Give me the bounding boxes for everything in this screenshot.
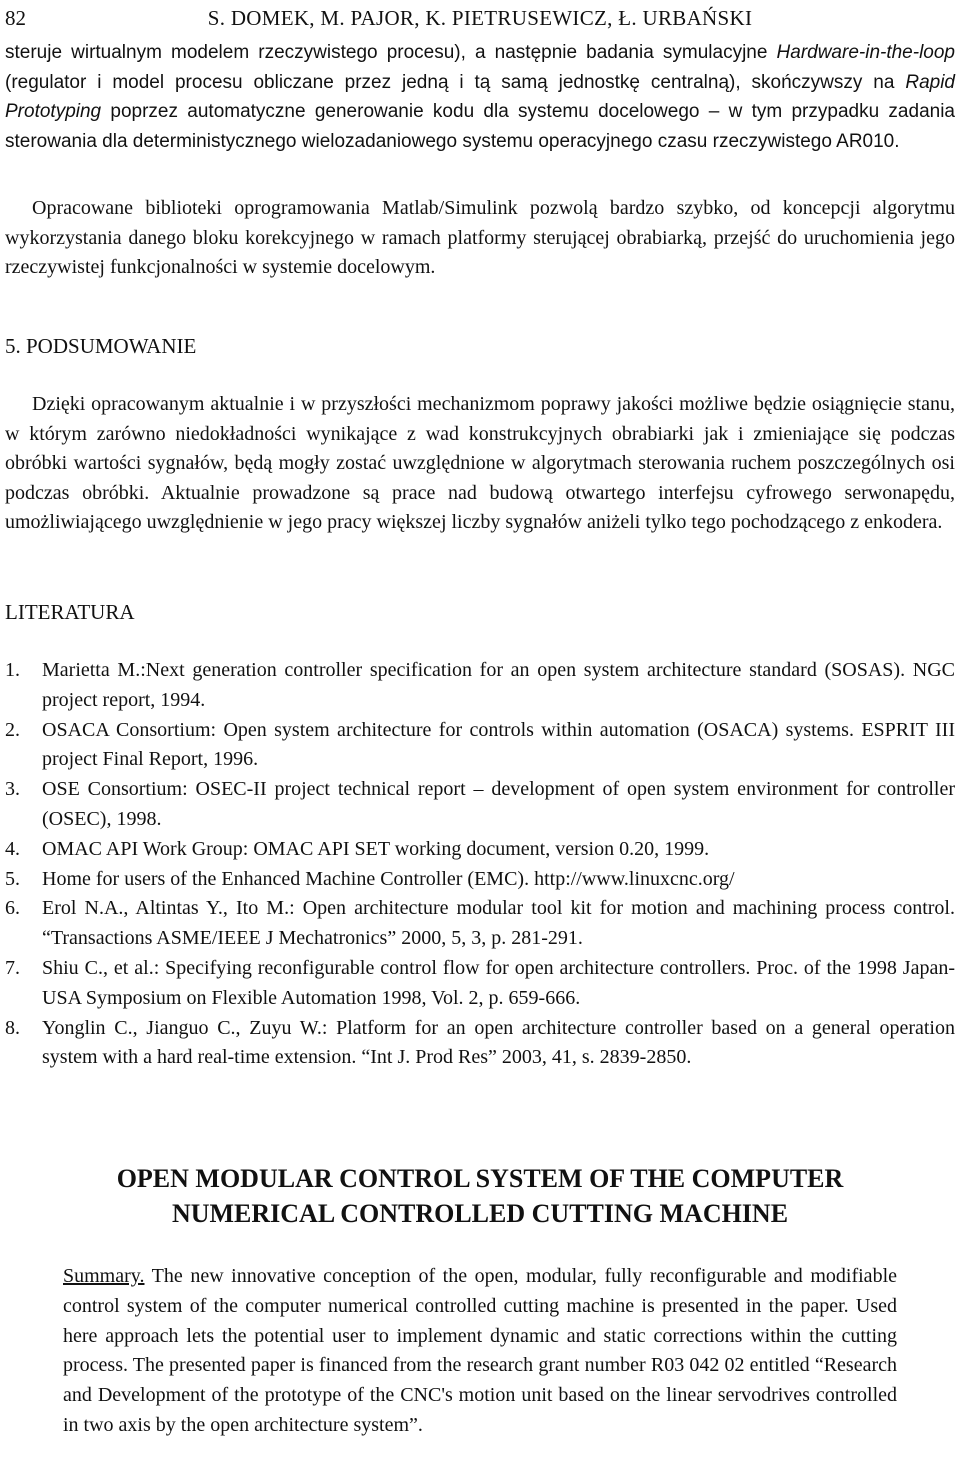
reference-text: Home for users of the Enhanced Machine Controller (EMC). http://www.linuxcnc.org/	[42, 867, 735, 890]
reference-item	[5, 716, 955, 776]
reference-text: OSE Consortium: OSEC-II project technical report – development of open system environment for controller (OSEC), 1998.	[42, 778, 955, 830]
reference-item	[5, 954, 955, 1014]
running-head: S. DOMEK, M. PAJOR, K. PIETRUSEWICZ, Ł. URBAŃSKI	[207, 6, 753, 30]
para2-text: Opracowane biblioteki oprogramowania Matlab/Simulink pozwolą bardzo szybko, od koncepcji algorytmu wykorzystania danego bloku korekcyjnego w ramach platformy sterującej obrabiarką, przejść do uruchomienia jego rzeczywistej funkcjonalności w systemie docelowym.	[5, 197, 955, 278]
para1-italic-hil: Hardware-in-the-loop	[776, 42, 955, 63]
literature-heading: LITERATURA	[5, 600, 135, 624]
body-paragraph-1	[5, 38, 955, 156]
section5-text: Dzięki opracowanym aktualnie i w przyszłości mechanizmom poprawy jakości możliwe będzie osiągnięcie stanu, w którym zarówno niedokładności wynikające z wad konstrukcyjnych obrabiarki jak i zmieniające się podczas obróbki wartości sygnałów, będą mogły zostać uwzględnione w algorytmach sterowania ruchem poszczególnych osi podczas obróbki. Aktualnie prowadzone są prace nad budową otwartego interfejsu cyfrowego serwonapędu, umożliwiającego uwzględnienie w jego pracy większej liczby sygnałów aniżeli tylko tego pochodzącego z enkodera.	[5, 393, 955, 533]
reference-item	[5, 656, 955, 716]
reference-number: 3.	[5, 778, 20, 801]
reference-text: Marietta M.:Next generation controller specification for an open system architecture standard (SOSAS). NGC project report, 1994.	[42, 659, 955, 711]
reference-number: 4.	[5, 837, 20, 860]
reference-number: 6.	[5, 897, 20, 920]
reference-text: Shiu C., et al.: Specifying reconfigurable control flow for open architecture controllers. Proc. of the 1998 Japan-USA Symposium on Flexible Automation 1998, Vol. 2, p. 659-666.	[42, 956, 955, 1009]
reference-number: 7.	[5, 956, 20, 979]
section-heading-podsumowanie: 5. PODSUMOWANIE	[5, 334, 197, 358]
english-title-line-1: OPEN MODULAR CONTROL SYSTEM OF THE COMPUTER	[116, 1164, 844, 1193]
reference-item	[5, 1014, 955, 1074]
english-summary	[63, 1262, 897, 1441]
reference-text: Yonglin C., Jianguo C., Zuyu W.: Platform for an open architecture controller based on a general operation system with a hard real-time extension. “Int J. Prod Res” 2003, 41, s. 2839-2850.	[42, 1016, 955, 1069]
reference-list	[5, 656, 955, 1073]
summary-text: The new innovative conception of the open, modular, fully reconfigurable and modifiable control system of the computer numerical controlled cutting machine is presented in the paper. Used here approach lets the potential user to implement dynamic and static corrections within the cutting process. The presented paper is financed from the research grant number R03 042 02 entitled “Research and Development of the prototype of the CNC's motion unit based on the linear servodrives controlled in two axis by the open architecture system”.	[63, 1265, 897, 1436]
reference-text: OSACA Consortium: Open system architecture for controls within automation (OSACA) systems. ESPRIT III project Final Report, 1996.	[42, 718, 955, 771]
para1-text-a: steruje wirtualnym modelem rzeczywistego procesu), a następnie badania symulacyjne	[5, 42, 777, 63]
reference-item	[5, 894, 955, 954]
reference-item	[5, 775, 955, 835]
reference-number: 2.	[5, 718, 20, 741]
section5-paragraph	[5, 390, 955, 538]
para1-text-b: (regulator i model procesu obliczane przez jedną i tą samą jednostkę centralną), skończywszy na	[5, 71, 906, 93]
reference-text: OMAC API Work Group: OMAC API SET working document, version 0.20, 1999.	[42, 837, 710, 860]
body-paragraph-2	[5, 194, 955, 283]
page-number: 82	[5, 6, 26, 30]
reference-item	[5, 865, 955, 895]
english-title-line-2: NUMERICAL CONTROLLED CUTTING MACHINE	[171, 1199, 789, 1228]
reference-text: Erol N.A., Altintas Y., Ito M.: Open architecture modular tool kit for motion and machining process control. “Transactions ASME/IEEE J Mechatronics” 2000, 5, 3, p. 281-291.	[42, 897, 955, 950]
english-title	[5, 1161, 955, 1231]
page-header	[5, 0, 955, 36]
summary-label: Summary.	[63, 1265, 145, 1287]
reference-number: 1.	[5, 659, 20, 681]
para1-text-c: poprzez automatyczne generowanie kodu dla systemu docelowego – w tym przypadku zadania sterowania dla deterministycznego wielozadaniowego systemu operacyjnego czasu rzeczywistego AR010.	[5, 101, 955, 152]
para1-italic-rp: Rapid Prototyping	[5, 71, 955, 122]
reference-number: 5.	[5, 867, 20, 890]
reference-item	[5, 835, 955, 865]
reference-number: 8.	[5, 1016, 20, 1039]
